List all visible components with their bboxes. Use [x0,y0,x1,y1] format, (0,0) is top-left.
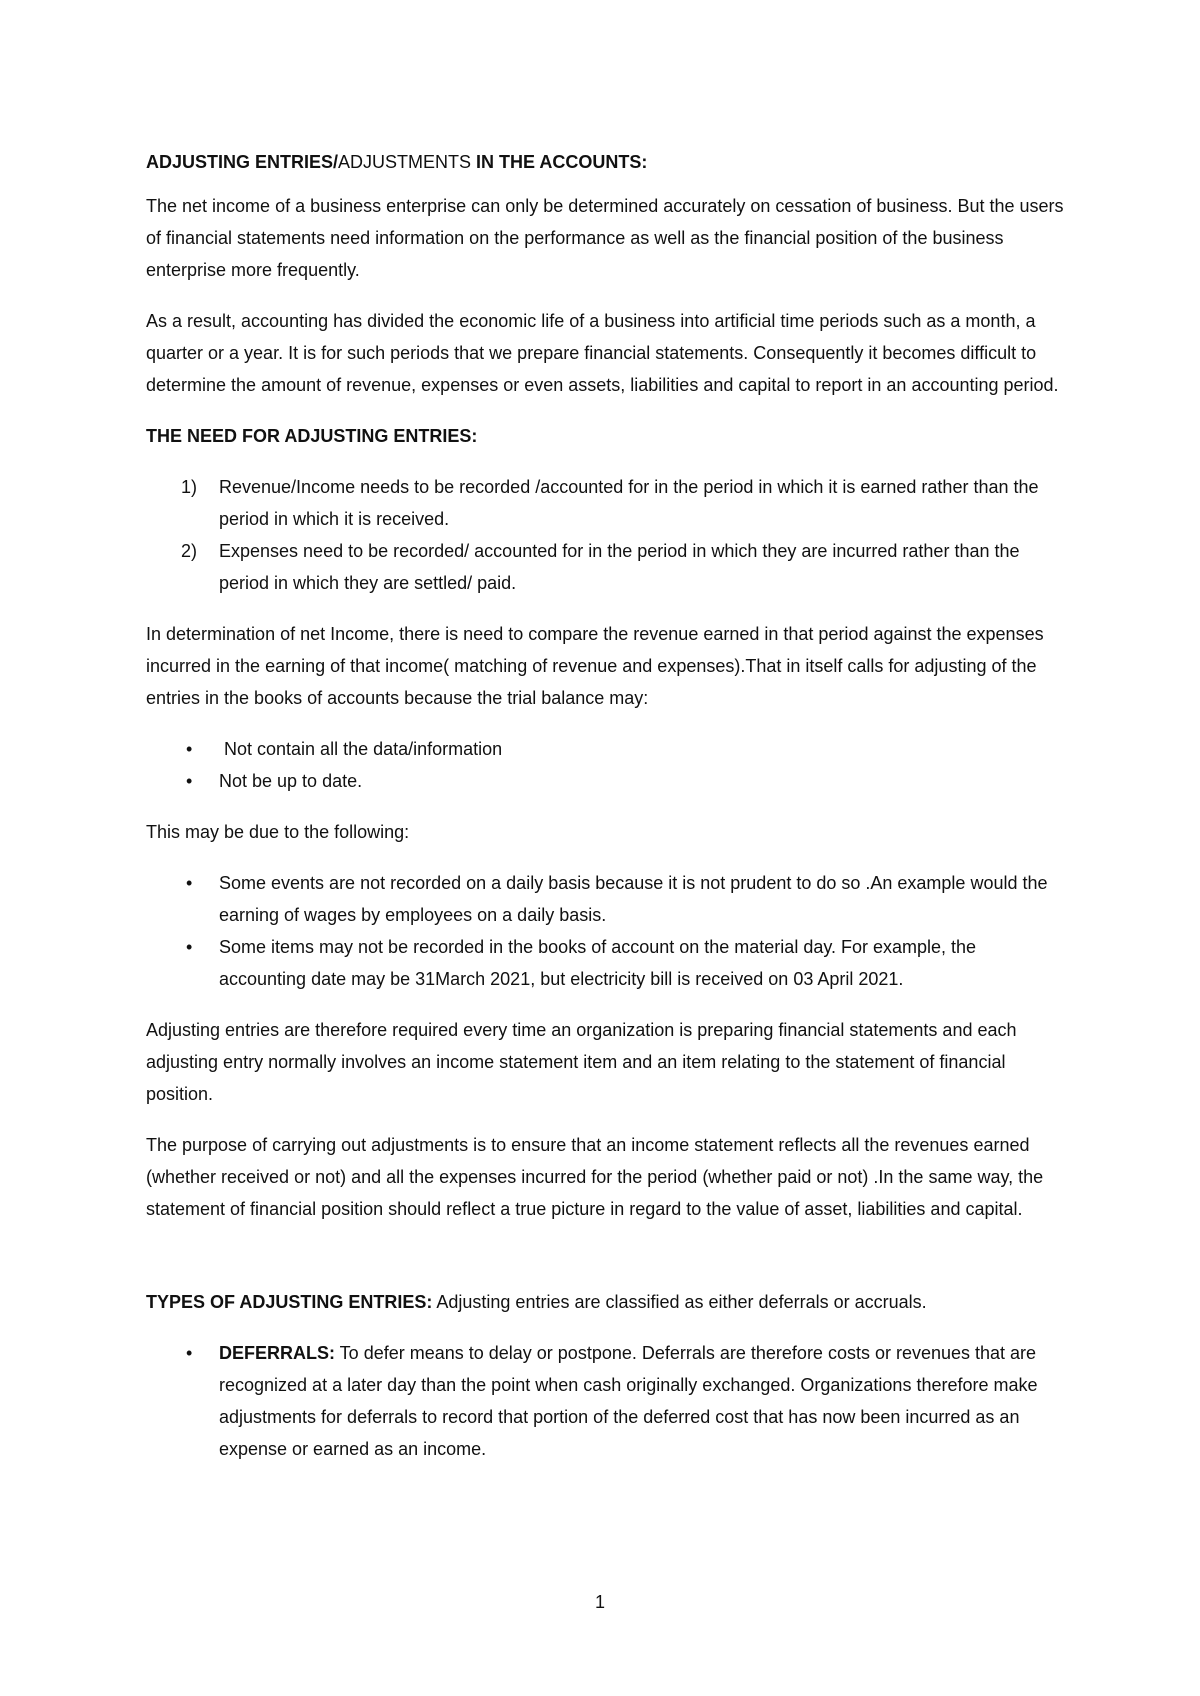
need-item-1-text: Revenue/Income needs to be recorded /accounted for in the period in which it is earned rather than the period in which it is received. [219,477,1039,529]
need-item-2-text: Expenses need to be recorded/ accounted for in the period in which they are incurred rather than the period in which they are settled/ paid. [219,541,1020,593]
need-item-1-number: 1) [181,477,198,497]
need-item-1 [146,471,1066,535]
reason-item-1 [146,867,1066,931]
bullet-icon: • [186,771,193,791]
reason-item-2 [146,931,1066,995]
bullet-icon: • [186,937,193,957]
reasons-intro: This may be due to the following: [146,822,410,842]
need-item-2-number: 2) [181,541,198,561]
types-paragraph [146,1286,1066,1318]
deferrals-text: To defer means to delay or postpone. Deferrals are therefore costs or revenues that are recognized at a later day than the point when cash originally exchanged. Organizations therefore make adjustments for deferrals to record that portion of the deferred cost that has now been incurred as an expense or earned as an income. [219,1343,1038,1459]
reasons-list [146,867,1066,995]
need-list [146,471,1066,599]
spacer [146,1244,1066,1286]
types-label: TYPES OF ADJUSTING ENTRIES: [146,1292,433,1312]
trial-balance-item-2 [146,765,1066,797]
deferrals-label: DEFERRALS: [219,1343,335,1363]
bullet-icon: • [186,1343,193,1363]
page-number: 1 [594,1592,605,1612]
reason-item-2-text: Some items may not be recorded in the books of account on the material day. For example, the accounting date may be 31March 2021, but electricity bill is received on 03 April 2021. [219,937,977,989]
need-item-2 [146,535,1066,599]
heading-regular-part: ADJUSTMENTS [338,152,472,172]
purpose-paragraph: The purpose of carrying out adjustments is to ensure that an income statement reflects all the revenues earned (whether received or not) and all the expenses incurred for the period (whether paid or not) .In the same way, the statement of financial position should reflect a true picture in regard to the value of asset, liabilities and capital. [146,1135,1044,1219]
trial-balance-item-2-text: Not be up to date. [219,771,363,791]
bullet-icon: • [186,739,193,759]
heading-bold-tail: IN THE ACCOUNTS: [471,152,648,172]
adjusting-required-paragraph: Adjusting entries are therefore required every time an organization is preparing financial statements and each adjusting entry normally involves an income statement item and an item relating to the statement of financial position. [146,1020,1017,1104]
types-list [146,1337,1066,1465]
trial-balance-item-1 [146,733,1066,765]
document-body [146,146,1066,1484]
trial-balance-list [146,733,1066,797]
bullet-icon: • [186,873,193,893]
need-heading: THE NEED FOR ADJUSTING ENTRIES: [146,426,478,446]
deferrals-item [146,1337,1066,1465]
time-periods-paragraph: As a result, accounting has divided the economic life of a business into artificial time periods such as a month, a quarter or a year. It is for such periods that we prepare financial statements. Consequently it becomes difficult to determine the amount of revenue, expenses or even assets, liabilities and capital to report in an accounting period. [146,311,1059,395]
heading-bold-part: ADJUSTING ENTRIES/ [146,152,339,172]
intro-paragraph: The net income of a business enterprise can only be determined accurately on cessation of business. But the users of financial statements need information on the performance as well as the financial position of the business enterprise more frequently. [146,196,1064,280]
types-text: Adjusting entries are classified as either deferrals or accruals. [432,1292,927,1312]
reason-item-1-text: Some events are not recorded on a daily basis because it is not prudent to do so .An example would the earning of wages by employees on a daily basis. [219,873,1048,925]
main-heading [146,146,1066,178]
trial-balance-item-1-text: Not contain all the data/information [219,739,503,759]
net-income-paragraph: In determination of net Income, there is need to compare the revenue earned in that period against the expenses incurred in the earning of that income( matching of revenue and expenses).That in itself calls for adjusting of the entries in the books of accounts because the trial balance may: [146,624,1044,708]
